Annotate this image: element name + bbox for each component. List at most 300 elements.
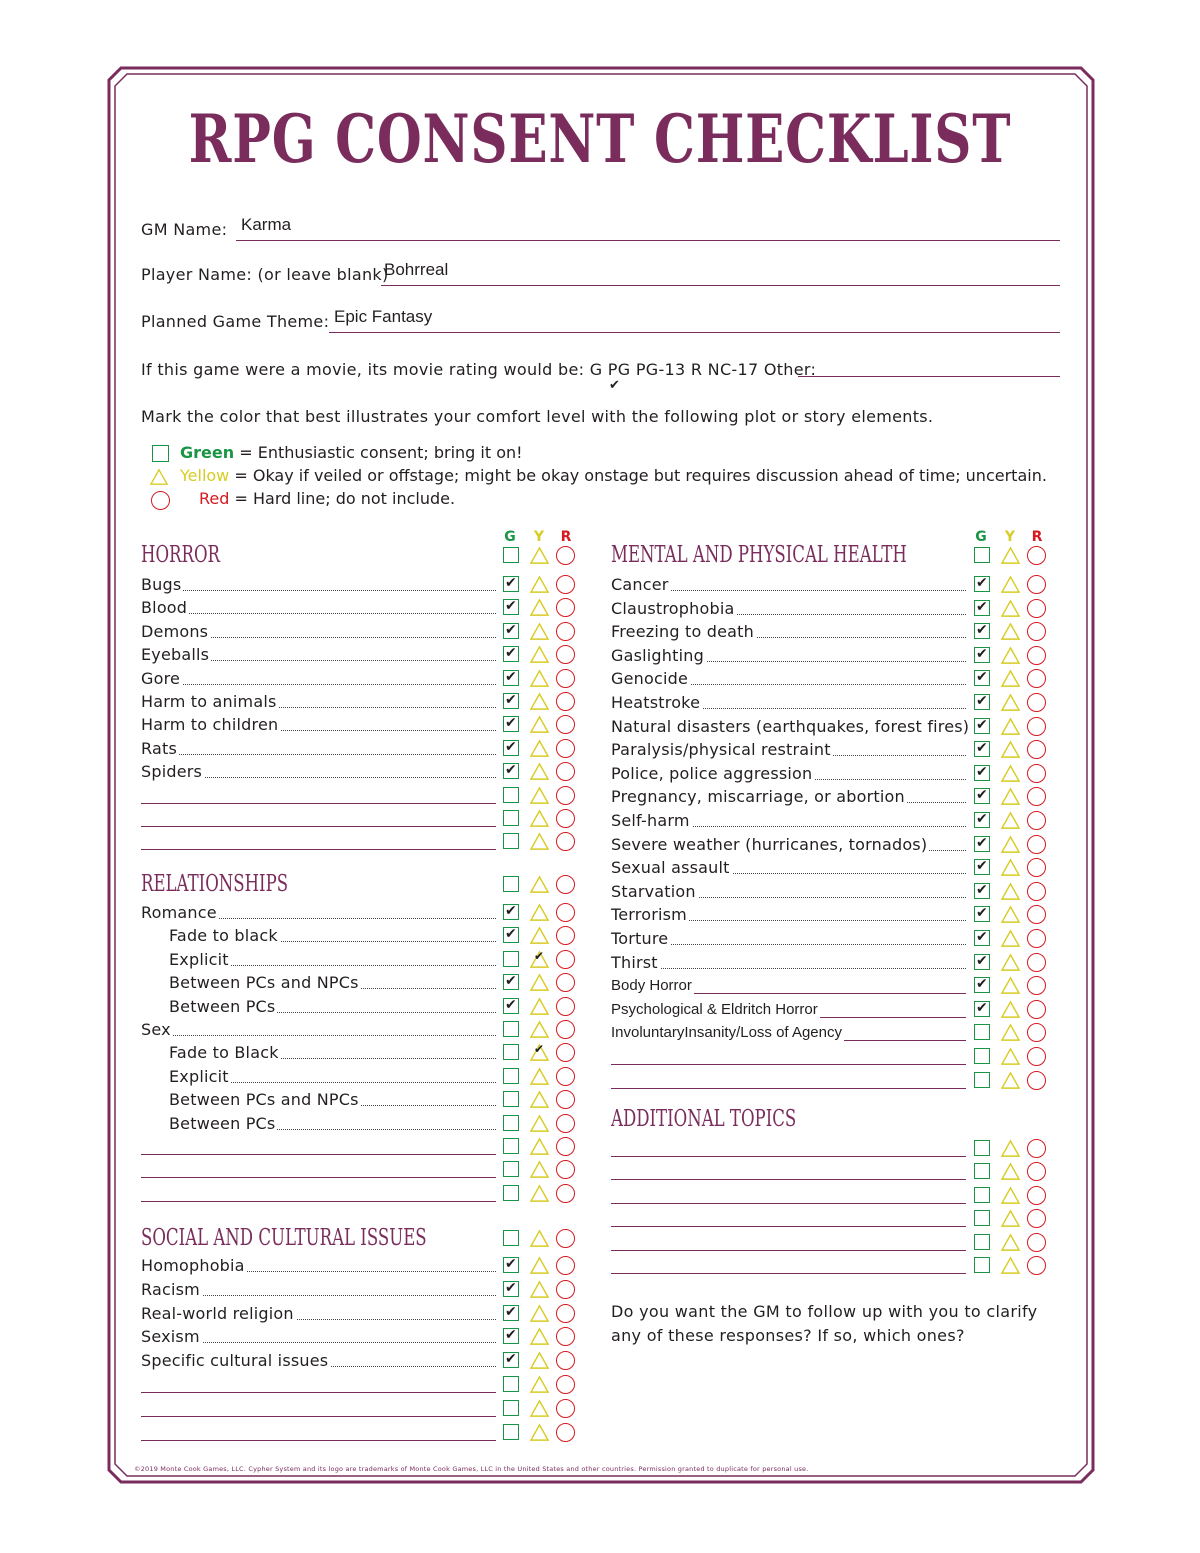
item-yellow-triangle[interactable] xyxy=(1001,646,1020,665)
item-green-checkbox[interactable] xyxy=(503,810,519,826)
check-mark-icon: ✔ xyxy=(505,645,517,661)
checklist-row xyxy=(141,1113,578,1135)
item-green-checkbox[interactable] xyxy=(974,1187,990,1203)
gm-name-field[interactable] xyxy=(141,211,1060,241)
item-yellow-triangle[interactable] xyxy=(1001,764,1020,783)
gm-name-value[interactable]: Karma xyxy=(241,215,292,234)
item-red-circle[interactable] xyxy=(556,645,575,664)
item-label: Explicit xyxy=(169,950,229,969)
item-red-circle[interactable] xyxy=(1027,1256,1046,1275)
blank-write-in-line[interactable] xyxy=(141,1177,496,1178)
blank-write-in-line[interactable] xyxy=(141,826,496,827)
item-red-circle[interactable] xyxy=(1027,1071,1046,1090)
item-red-circle[interactable] xyxy=(556,1067,575,1086)
leader-dots xyxy=(141,754,496,755)
checklist-row xyxy=(611,810,1049,832)
item-red-circle[interactable] xyxy=(1027,1209,1046,1228)
item-red-circle[interactable] xyxy=(556,1280,575,1299)
item-red-circle[interactable] xyxy=(1027,646,1046,665)
other-rating-line[interactable] xyxy=(798,376,1060,377)
item-green-checkbox[interactable] xyxy=(503,576,519,592)
item-yellow-triangle[interactable] xyxy=(1001,1023,1020,1042)
item-red-circle[interactable] xyxy=(1027,787,1046,806)
item-green-checkbox[interactable] xyxy=(974,954,990,970)
item-red-circle[interactable] xyxy=(556,1351,575,1370)
item-red-circle[interactable] xyxy=(1027,1047,1046,1066)
item-green-checkbox[interactable] xyxy=(503,904,519,920)
item-yellow-triangle[interactable] xyxy=(1001,669,1020,688)
item-green-checkbox[interactable] xyxy=(974,977,990,993)
header-green-checkbox[interactable] xyxy=(974,547,990,563)
header-red-circle[interactable] xyxy=(1027,546,1046,565)
item-label: Racism xyxy=(141,1280,200,1299)
item-yellow-triangle[interactable] xyxy=(530,832,549,851)
item-yellow-triangle[interactable] xyxy=(530,1067,549,1086)
followup-question xyxy=(611,1300,1037,1348)
item-green-checkbox[interactable] xyxy=(974,1024,990,1040)
item-label: Between PCs xyxy=(169,1114,276,1133)
item-red-circle[interactable] xyxy=(556,903,575,922)
blank-write-in-line[interactable] xyxy=(611,1273,966,1274)
item-green-checkbox[interactable] xyxy=(503,1376,519,1392)
checklist-row xyxy=(611,1208,1049,1230)
item-green-checkbox[interactable] xyxy=(974,718,990,734)
item-yellow-triangle[interactable] xyxy=(1001,1256,1020,1275)
checklist-row xyxy=(141,808,578,830)
item-yellow-triangle[interactable] xyxy=(1001,1047,1020,1066)
item-red-circle[interactable] xyxy=(556,997,575,1016)
header-green-checkbox[interactable] xyxy=(503,547,519,563)
item-yellow-triangle[interactable] xyxy=(530,1114,549,1133)
item-red-circle[interactable] xyxy=(1027,1000,1046,1019)
checklist-row xyxy=(611,952,1049,974)
item-yellow-triangle[interactable] xyxy=(530,973,549,992)
item-yellow-triangle[interactable] xyxy=(530,645,549,664)
item-yellow-triangle[interactable] xyxy=(530,715,549,734)
item-green-checkbox[interactable] xyxy=(974,1257,990,1273)
check-mark-icon: ✔ xyxy=(976,882,988,898)
player-name-label: Player Name: (or leave blank) xyxy=(141,265,389,284)
item-red-circle[interactable] xyxy=(556,1304,575,1323)
item-red-circle[interactable] xyxy=(1027,669,1046,688)
checklist-row xyxy=(611,1185,1049,1207)
item-label: Romance xyxy=(141,903,217,922)
rating-check-icon: ✔ xyxy=(609,378,621,393)
item-red-circle[interactable] xyxy=(556,1399,575,1418)
item-green-checkbox[interactable] xyxy=(503,1091,519,1107)
checklist-row xyxy=(141,972,578,994)
item-label: Between PCs xyxy=(169,997,276,1016)
item-red-circle[interactable] xyxy=(1027,1162,1046,1181)
item-red-circle[interactable] xyxy=(556,1020,575,1039)
item-label: Eyeballs xyxy=(141,645,210,664)
item-label: Paralysis/physical restraint xyxy=(611,740,831,759)
item-red-circle[interactable] xyxy=(1027,976,1046,995)
blank-write-in-line[interactable] xyxy=(611,1156,966,1157)
item-green-checkbox[interactable] xyxy=(503,1424,519,1440)
item-yellow-triangle[interactable] xyxy=(530,1256,549,1275)
checklist-row xyxy=(141,949,578,971)
item-red-circle[interactable] xyxy=(1027,693,1046,712)
header-yellow-triangle[interactable] xyxy=(530,875,549,894)
item-label: Bugs xyxy=(141,575,182,594)
blank-write-in-line[interactable] xyxy=(611,1250,966,1251)
checklist-row xyxy=(141,691,578,713)
item-red-circle[interactable] xyxy=(556,926,575,945)
item-green-checkbox[interactable] xyxy=(974,1140,990,1156)
checklist-row xyxy=(611,668,1049,690)
blank-write-in-line[interactable] xyxy=(141,803,496,804)
checklist-row xyxy=(141,1326,578,1348)
check-mark-icon: ✔ xyxy=(976,622,988,638)
check-mark-icon: ✔ xyxy=(534,1042,545,1056)
checklist-row xyxy=(611,1070,1049,1092)
player-name-value[interactable]: Bohrreal xyxy=(384,260,449,279)
blank-write-in-line[interactable] xyxy=(141,1416,496,1417)
header-red-circle[interactable] xyxy=(556,546,575,565)
item-green-checkbox[interactable] xyxy=(503,646,519,662)
item-red-circle[interactable] xyxy=(1027,835,1046,854)
blank-write-in-line[interactable] xyxy=(611,1088,966,1089)
item-label: Blood xyxy=(141,598,188,617)
item-green-checkbox[interactable] xyxy=(503,1281,519,1297)
item-red-circle[interactable] xyxy=(1027,811,1046,830)
blank-write-in-line[interactable] xyxy=(141,1154,496,1155)
item-yellow-triangle[interactable] xyxy=(530,1375,549,1394)
item-green-checkbox[interactable] xyxy=(503,716,519,732)
item-yellow-triangle[interactable] xyxy=(1001,717,1020,736)
item-red-circle[interactable] xyxy=(556,1375,575,1394)
item-yellow-triangle[interactable] xyxy=(1001,858,1020,877)
item-yellow-triangle[interactable] xyxy=(530,669,549,688)
item-green-checkbox[interactable] xyxy=(974,741,990,757)
item-yellow-triangle[interactable] xyxy=(530,598,549,617)
item-red-circle[interactable] xyxy=(556,692,575,711)
item-green-checkbox[interactable] xyxy=(974,812,990,828)
item-red-circle[interactable] xyxy=(556,786,575,805)
item-red-circle[interactable] xyxy=(556,1090,575,1109)
item-green-checkbox[interactable] xyxy=(974,859,990,875)
check-mark-icon: ✔ xyxy=(505,1351,517,1367)
checklist-row xyxy=(611,975,1049,997)
item-yellow-triangle[interactable] xyxy=(530,1280,549,1299)
item-red-circle[interactable] xyxy=(556,1043,575,1062)
item-green-checkbox[interactable] xyxy=(974,1210,990,1226)
leader-dots xyxy=(141,684,496,685)
checklist-row xyxy=(611,834,1049,856)
item-yellow-triangle[interactable] xyxy=(530,1137,549,1156)
checklist-row xyxy=(611,1255,1049,1277)
item-yellow-triangle[interactable] xyxy=(530,926,549,945)
check-mark-icon: ✔ xyxy=(976,764,988,780)
checklist-row xyxy=(141,644,578,666)
checklist-row xyxy=(141,1183,578,1205)
item-red-circle[interactable] xyxy=(1027,717,1046,736)
checklist-row xyxy=(611,1138,1049,1160)
item-red-circle[interactable] xyxy=(1027,740,1046,759)
check-mark-icon: ✔ xyxy=(976,740,988,756)
item-green-checkbox[interactable] xyxy=(503,1068,519,1084)
item-yellow-triangle[interactable] xyxy=(1001,953,1020,972)
item-red-circle[interactable] xyxy=(556,598,575,617)
checklist-row xyxy=(611,574,1049,596)
check-mark-icon: ✔ xyxy=(505,997,517,1013)
blank-write-in-line[interactable] xyxy=(141,849,496,850)
item-label: InvoluntaryInsanity/Loss of Agency xyxy=(611,1024,842,1041)
item-green-checkbox[interactable] xyxy=(974,883,990,899)
item-green-checkbox[interactable] xyxy=(974,930,990,946)
checklist-row xyxy=(141,1066,578,1088)
item-green-checkbox[interactable] xyxy=(974,1001,990,1017)
item-red-circle[interactable] xyxy=(556,809,575,828)
item-green-checkbox[interactable] xyxy=(503,974,519,990)
section-title-additional: ADDITIONAL TOPICS xyxy=(611,1106,797,1132)
item-green-checkbox[interactable] xyxy=(503,1161,519,1177)
item-red-circle[interactable] xyxy=(1027,882,1046,901)
item-green-checkbox[interactable] xyxy=(503,927,519,943)
leader-dots xyxy=(611,968,966,969)
checklist-row xyxy=(141,925,578,947)
item-yellow-triangle[interactable] xyxy=(1001,905,1020,924)
item-red-circle[interactable] xyxy=(1027,1023,1046,1042)
header-yellow-triangle[interactable] xyxy=(1001,546,1020,565)
item-green-checkbox[interactable] xyxy=(503,1021,519,1037)
item-green-checkbox[interactable] xyxy=(974,1234,990,1250)
item-green-checkbox[interactable] xyxy=(974,647,990,663)
checklist-row xyxy=(611,881,1049,903)
item-green-checkbox[interactable] xyxy=(503,787,519,803)
item-label: Claustrophobia xyxy=(611,599,735,618)
item-label: Genocide xyxy=(611,669,689,688)
checklist-row xyxy=(141,996,578,1018)
item-green-checkbox[interactable] xyxy=(503,623,519,639)
item-red-circle[interactable] xyxy=(556,622,575,641)
item-red-circle[interactable] xyxy=(556,1423,575,1442)
item-green-checkbox[interactable] xyxy=(503,1138,519,1154)
item-green-checkbox[interactable] xyxy=(974,765,990,781)
item-red-circle[interactable] xyxy=(1027,622,1046,641)
check-mark-icon: ✔ xyxy=(505,1304,517,1320)
item-green-checkbox[interactable] xyxy=(503,1305,519,1321)
item-red-circle[interactable] xyxy=(1027,764,1046,783)
blank-write-in-line[interactable] xyxy=(141,1440,496,1441)
item-green-checkbox[interactable] xyxy=(974,1072,990,1088)
item-yellow-triangle[interactable] xyxy=(530,1184,549,1203)
item-green-checkbox[interactable] xyxy=(503,833,519,849)
item-red-circle[interactable] xyxy=(556,762,575,781)
item-yellow-triangle[interactable] xyxy=(530,1327,549,1346)
checklist-row xyxy=(141,1374,578,1396)
item-yellow-triangle[interactable] xyxy=(530,622,549,641)
item-red-circle[interactable] xyxy=(556,1114,575,1133)
item-yellow-triangle[interactable] xyxy=(530,762,549,781)
item-label: Fade to black xyxy=(169,926,278,945)
item-yellow-triangle[interactable] xyxy=(530,692,549,711)
blank-write-in-line[interactable] xyxy=(141,1201,496,1202)
checklist-row xyxy=(141,1089,578,1111)
section-title-horror: HORROR xyxy=(141,542,221,568)
item-yellow-triangle[interactable] xyxy=(1001,1186,1020,1205)
item-green-checkbox[interactable] xyxy=(503,998,519,1014)
item-green-checkbox[interactable] xyxy=(503,1328,519,1344)
item-red-circle[interactable] xyxy=(556,1160,575,1179)
item-red-circle[interactable] xyxy=(556,973,575,992)
item-green-checkbox[interactable] xyxy=(503,763,519,779)
item-yellow-triangle[interactable] xyxy=(530,1351,549,1370)
gm-name-line xyxy=(236,240,1060,241)
item-green-checkbox[interactable] xyxy=(503,693,519,709)
checklist-row xyxy=(141,761,578,783)
item-yellow-triangle[interactable] xyxy=(1001,882,1020,901)
item-yellow-triangle[interactable] xyxy=(530,575,549,594)
check-mark-icon: ✔ xyxy=(505,903,517,919)
item-yellow-triangle[interactable] xyxy=(530,1160,549,1179)
item-yellow-triangle[interactable] xyxy=(1001,693,1020,712)
checklist-row xyxy=(141,1255,578,1277)
item-red-circle[interactable] xyxy=(1027,1186,1046,1205)
item-yellow-triangle[interactable] xyxy=(530,1090,549,1109)
item-green-checkbox[interactable] xyxy=(974,623,990,639)
item-green-checkbox[interactable] xyxy=(503,1044,519,1060)
item-red-circle[interactable] xyxy=(556,1327,575,1346)
item-green-checkbox[interactable] xyxy=(974,600,990,616)
item-yellow-triangle[interactable] xyxy=(1001,1162,1020,1181)
item-label: Starvation xyxy=(611,882,696,901)
section-title-relationships: RELATIONSHIPS xyxy=(141,871,289,897)
item-green-checkbox[interactable] xyxy=(503,599,519,615)
checklist-row xyxy=(141,621,578,643)
item-green-checkbox[interactable] xyxy=(974,694,990,710)
game-theme-label: Planned Game Theme: xyxy=(141,312,330,331)
item-yellow-triangle[interactable] xyxy=(1001,1209,1020,1228)
item-green-checkbox[interactable] xyxy=(503,1352,519,1368)
game-theme-field[interactable] xyxy=(141,303,1060,333)
header-red-circle[interactable] xyxy=(556,1229,575,1248)
checklist-row xyxy=(141,1303,578,1325)
header-green-checkbox[interactable] xyxy=(503,876,519,892)
item-label: Sexual assault xyxy=(611,858,730,877)
item-green-checkbox[interactable] xyxy=(974,670,990,686)
item-red-circle[interactable] xyxy=(1027,953,1046,972)
item-red-circle[interactable] xyxy=(1027,599,1046,618)
item-yellow-triangle[interactable] xyxy=(1001,1139,1020,1158)
item-yellow-triangle[interactable] xyxy=(530,1423,549,1442)
checklist-row xyxy=(141,738,578,760)
item-label: Spiders xyxy=(141,762,203,781)
blank-write-in-line[interactable] xyxy=(611,1203,966,1204)
item-green-checkbox[interactable] xyxy=(974,576,990,592)
player-name-field[interactable] xyxy=(141,256,1060,286)
check-mark-icon: ✔ xyxy=(976,858,988,874)
item-yellow-triangle[interactable] xyxy=(1001,976,1020,995)
header-green-checkbox[interactable] xyxy=(503,1230,519,1246)
checklist-row xyxy=(611,692,1049,714)
item-red-circle[interactable] xyxy=(1027,858,1046,877)
item-yellow-triangle[interactable] xyxy=(1001,835,1020,854)
item-red-circle[interactable] xyxy=(556,1137,575,1156)
check-mark-icon: ✔ xyxy=(976,575,988,591)
game-theme-value[interactable]: Epic Fantasy xyxy=(334,307,433,326)
item-label: Fade to Black xyxy=(169,1043,279,1062)
item-green-checkbox[interactable] xyxy=(974,836,990,852)
item-yellow-triangle[interactable] xyxy=(530,786,549,805)
item-green-checkbox[interactable] xyxy=(974,1048,990,1064)
item-red-circle[interactable] xyxy=(556,739,575,758)
item-green-checkbox[interactable] xyxy=(503,1257,519,1273)
item-yellow-triangle[interactable] xyxy=(1001,740,1020,759)
item-red-circle[interactable] xyxy=(1027,929,1046,948)
checklist-row xyxy=(611,904,1049,926)
item-yellow-triangle[interactable] xyxy=(1001,575,1020,594)
item-yellow-triangle[interactable] xyxy=(1001,1233,1020,1252)
item-green-checkbox[interactable] xyxy=(503,951,519,967)
item-yellow-triangle[interactable] xyxy=(530,1020,549,1039)
item-yellow-triangle[interactable] xyxy=(1001,1000,1020,1019)
item-red-circle[interactable] xyxy=(556,1256,575,1275)
item-red-circle[interactable] xyxy=(556,832,575,851)
section-title-health: MENTAL AND PHYSICAL HEALTH xyxy=(611,542,907,568)
item-yellow-triangle[interactable] xyxy=(530,1399,549,1418)
blank-write-in-line[interactable] xyxy=(611,1179,966,1180)
item-label: Heatstroke xyxy=(611,693,701,712)
item-green-checkbox[interactable] xyxy=(974,788,990,804)
header-red-circle[interactable] xyxy=(556,875,575,894)
item-yellow-triangle[interactable] xyxy=(530,809,549,828)
check-mark-icon: ✔ xyxy=(976,929,988,945)
item-yellow-triangle[interactable] xyxy=(1001,1071,1020,1090)
check-mark-icon: ✔ xyxy=(534,949,545,963)
blank-write-in-line[interactable] xyxy=(611,1064,966,1065)
item-yellow-triangle[interactable] xyxy=(1001,622,1020,641)
item-green-checkbox[interactable] xyxy=(974,1163,990,1179)
item-green-checkbox[interactable] xyxy=(503,1400,519,1416)
item-yellow-triangle[interactable] xyxy=(530,903,549,922)
item-yellow-triangle[interactable] xyxy=(530,997,549,1016)
item-red-circle[interactable] xyxy=(556,950,575,969)
item-red-circle[interactable] xyxy=(1027,1233,1046,1252)
header-yellow-triangle[interactable] xyxy=(530,1229,549,1248)
item-green-checkbox[interactable] xyxy=(503,740,519,756)
item-red-circle[interactable] xyxy=(556,1184,575,1203)
item-green-checkbox[interactable] xyxy=(974,906,990,922)
header-yellow-triangle[interactable] xyxy=(530,546,549,565)
item-yellow-triangle[interactable] xyxy=(530,1304,549,1323)
item-red-circle[interactable] xyxy=(1027,1139,1046,1158)
item-label: Body Horror xyxy=(611,977,692,994)
item-green-checkbox[interactable] xyxy=(503,1115,519,1131)
item-yellow-triangle[interactable] xyxy=(1001,811,1020,830)
check-mark-icon: ✔ xyxy=(976,976,988,992)
followup-line-2: any of these responses? If so, which ones? xyxy=(611,1326,965,1345)
blank-write-in-line[interactable] xyxy=(611,1226,966,1227)
item-red-circle[interactable] xyxy=(1027,905,1046,924)
item-yellow-triangle[interactable] xyxy=(1001,929,1020,948)
item-yellow-triangle[interactable] xyxy=(1001,787,1020,806)
item-red-circle[interactable] xyxy=(556,715,575,734)
blank-write-in-line[interactable] xyxy=(141,1392,496,1393)
item-red-circle[interactable] xyxy=(556,575,575,594)
green-square-icon xyxy=(152,445,169,462)
item-yellow-triangle[interactable] xyxy=(530,739,549,758)
leader-dots xyxy=(141,613,496,614)
item-label: Self-harm xyxy=(611,811,690,830)
movie-rating-question[interactable] xyxy=(141,360,817,393)
item-red-circle[interactable] xyxy=(1027,575,1046,594)
item-green-checkbox[interactable] xyxy=(503,670,519,686)
item-red-circle[interactable] xyxy=(556,669,575,688)
item-yellow-triangle[interactable] xyxy=(1001,599,1020,618)
item-green-checkbox[interactable] xyxy=(503,1185,519,1201)
